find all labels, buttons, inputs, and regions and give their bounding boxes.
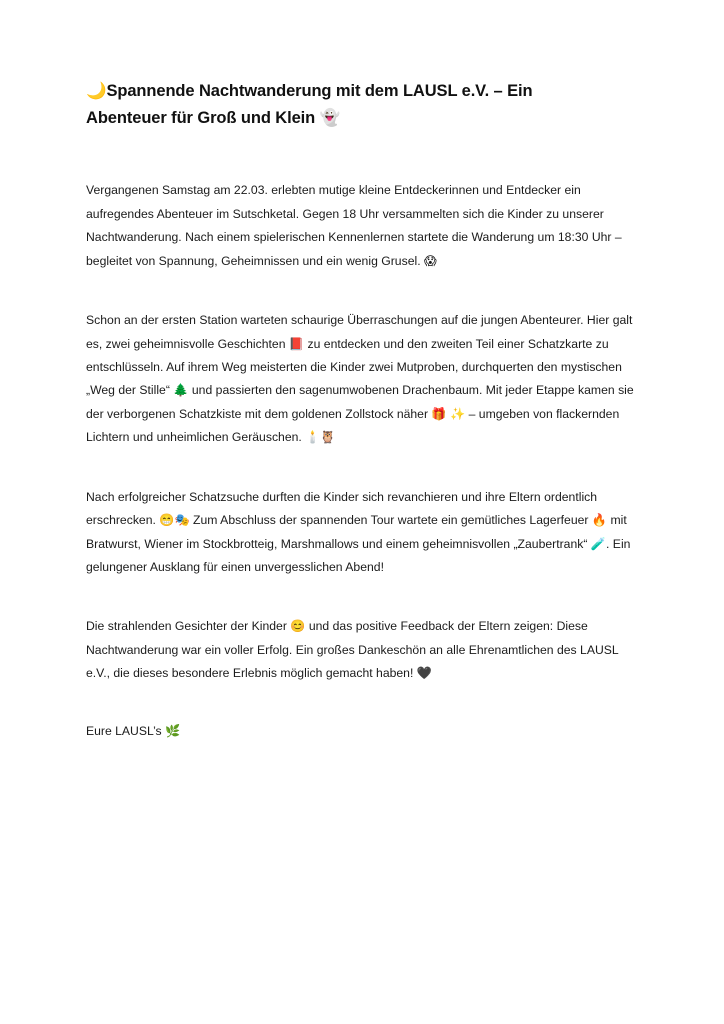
paragraph-4 — [86, 615, 638, 685]
page-title — [86, 78, 606, 131]
paragraph-4-text: Die strahlenden Gesichter der Kinder 😊 und das positive Feedback der Eltern zeigen: Diese Nachtwanderung war ein voller Erfolg. Ein großes Dankeschön an alle Ehrenamtlichen des LAUSL e.V., die dieses besondere Erlebnis möglich gemacht haben! — [86, 619, 619, 681]
page-title-text: Spannende Nachtwanderung mit dem LAUSL e.V. – Ein Abenteuer für Groß und Klein — [86, 82, 533, 127]
ghost-icon: 👻 — [319, 107, 341, 127]
candle-owl-icon: 🕯️🦉 — [305, 430, 336, 445]
signature — [86, 720, 640, 743]
paragraph-3 — [86, 486, 638, 580]
crescent-moon-icon: 🌙 — [86, 81, 107, 100]
black-heart-icon: 🖤 — [416, 666, 432, 681]
paragraph-2-text: Schon an der ersten Station warteten schaurige Überraschungen auf die jungen Abenteurer. Hier galt es, zwei geheimnisvolle Geschichten 📕 zu entdecken und den zweiten Teil einer Schatzkarte zu entschlüsseln. Auf ihrem Weg meisterten die Kinder zwei Mutproben, durchquerten den mystischen „Weg der Stille“ 🌲 und passierten den sagenumwobenen Drachenbaum. Mit jeder Etappe kamen sie der verborgenen Schatzkiste mit dem goldenen Zollstock näher 🎁 ✨ – umgeben von flackernden Lichtern und unheimlichen Geräuschen. — [86, 313, 634, 445]
paragraph-1-text: Vergangenen Samstag am 22.03. erlebten mutige kleine Entdeckerinnen und Entdecker ein aufregendes Abenteuer im Sutschketal. Gegen 18 Uhr versammelten sich die Kinder zu unserer Nachtwanderung. Nach einem spielerischen Kennenlernen startete die Wanderung um 18:30 Uhr – begleitet von Spannung, Geheimnissen und ein wenig Grusel. — [86, 183, 622, 268]
paragraph-1 — [86, 179, 638, 273]
herb-icon: 🌿 — [165, 723, 181, 738]
screaming-face-icon: 😱 — [424, 253, 437, 268]
paragraph-2 — [86, 309, 638, 450]
paragraph-3-text: Nach erfolgreicher Schatzsuche durften die Kinder sich revanchieren und ihre Eltern ordentlich erschrecken. 😁🎭 Zum Abschluss der spannenden Tour wartete ein gemütliches Lagerfeuer 🔥 mit Bratwurst, Wiener im Stockbrotteig, Marshmallows und einem geheimnisvollen „Zaubertrank“ 🧪. Ein gelungener Ausklang für einen unvergesslichen Abend! — [86, 489, 631, 574]
signature-text: Eure LAUSL’s — [86, 723, 166, 738]
